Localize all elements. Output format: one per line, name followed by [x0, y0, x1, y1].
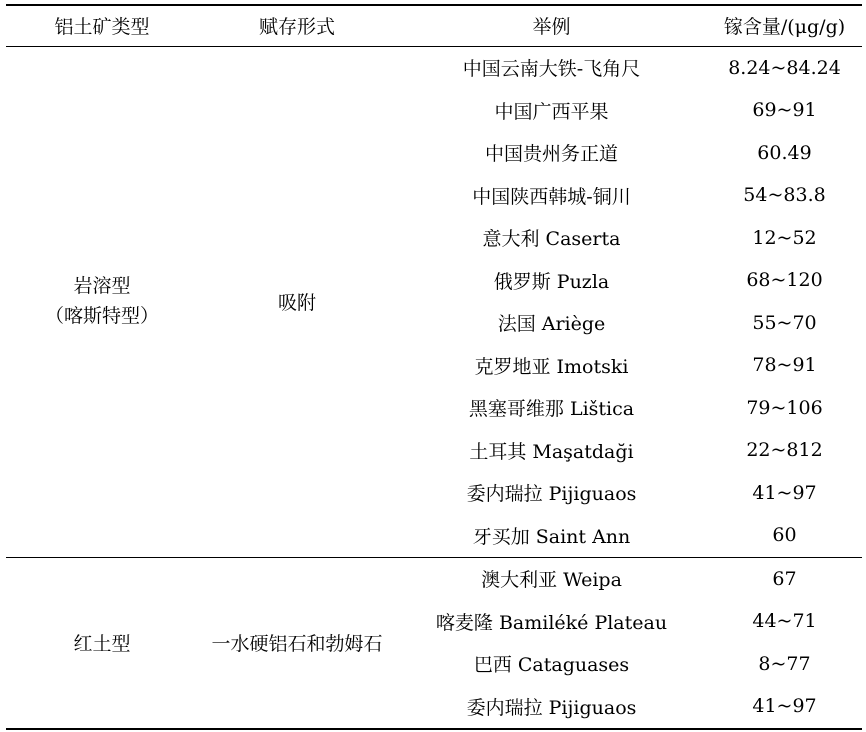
example-cell: 委内瑞拉 Pijiguaos [466, 483, 637, 506]
example-cell: 巴西 Cataguases [473, 654, 630, 677]
occurrence-form-karst: 吸附 [198, 46, 396, 557]
content-cell: 54~83.8 [743, 184, 826, 207]
header-row [6, 5, 862, 46]
table-row [6, 557, 862, 600]
content-cell: 8~77 [758, 652, 811, 675]
header-occurrence-form: 赋存形式 [198, 5, 396, 46]
example-cell: 中国云南大铁-飞角尺 [462, 58, 641, 81]
content-cell: 41~97 [752, 481, 817, 504]
occurrence-form-laterite: 一水硬铝石和勃姆石 [198, 557, 396, 729]
content-cell: 79~106 [746, 396, 823, 419]
example-cell: 牙买加 Saint Ann [396, 514, 707, 557]
example-cell: 喀麦隆 Bamiléké Plateau [435, 611, 668, 634]
example-cell: 俄罗斯 Puzla [493, 270, 610, 293]
example-cell: 意大利 Caserta [482, 228, 621, 251]
example-cell: 法国 Ariège [497, 313, 606, 336]
bauxite-type-laterite: 红土型 [6, 557, 198, 729]
example-cell: 土耳其 Maşatdaği [469, 440, 634, 463]
content-cell: 60.49 [757, 141, 812, 164]
header-bauxite-type: 铝土矿类型 [6, 5, 198, 46]
content-cell: 22~812 [746, 439, 823, 462]
content-cell: 68~120 [746, 269, 823, 292]
example-cell: 澳大利亚 Weipa [481, 569, 622, 592]
table-row [6, 46, 862, 89]
example-cell: 黑塞哥维那 Lištica [468, 398, 635, 421]
example-cell: 中国陕西韩城-铜川 [472, 185, 631, 208]
content-cell: 55~70 [752, 311, 817, 334]
header-example: 举例 [396, 5, 707, 46]
gallium-content-table [6, 4, 862, 730]
example-cell: 中国贵州务正道 [484, 143, 618, 166]
example-cell: 中国广西平果 [494, 100, 609, 123]
karst-group [6, 46, 862, 557]
content-cell: 44~71 [752, 610, 817, 633]
content-cell: 78~91 [752, 354, 817, 377]
content-cell: 60 [707, 514, 862, 557]
type-karst-line1: 岩溶型 [73, 275, 131, 298]
example-cell: 委内瑞拉 Pijiguaos [396, 685, 707, 729]
content-cell: 8.24~84.24 [728, 56, 841, 79]
header-gallium-content: 镓含量/(μg/g) [707, 5, 862, 46]
bauxite-type-karst [6, 46, 198, 557]
content-cell: 41~97 [707, 685, 862, 729]
content-cell: 12~52 [752, 226, 817, 249]
type-karst-line2: （喀斯特型） [44, 304, 159, 327]
example-cell: 克罗地亚 Imotski [474, 355, 629, 378]
content-cell: 69~91 [752, 99, 817, 122]
laterite-group [6, 557, 862, 729]
content-cell: 67 [772, 567, 797, 590]
